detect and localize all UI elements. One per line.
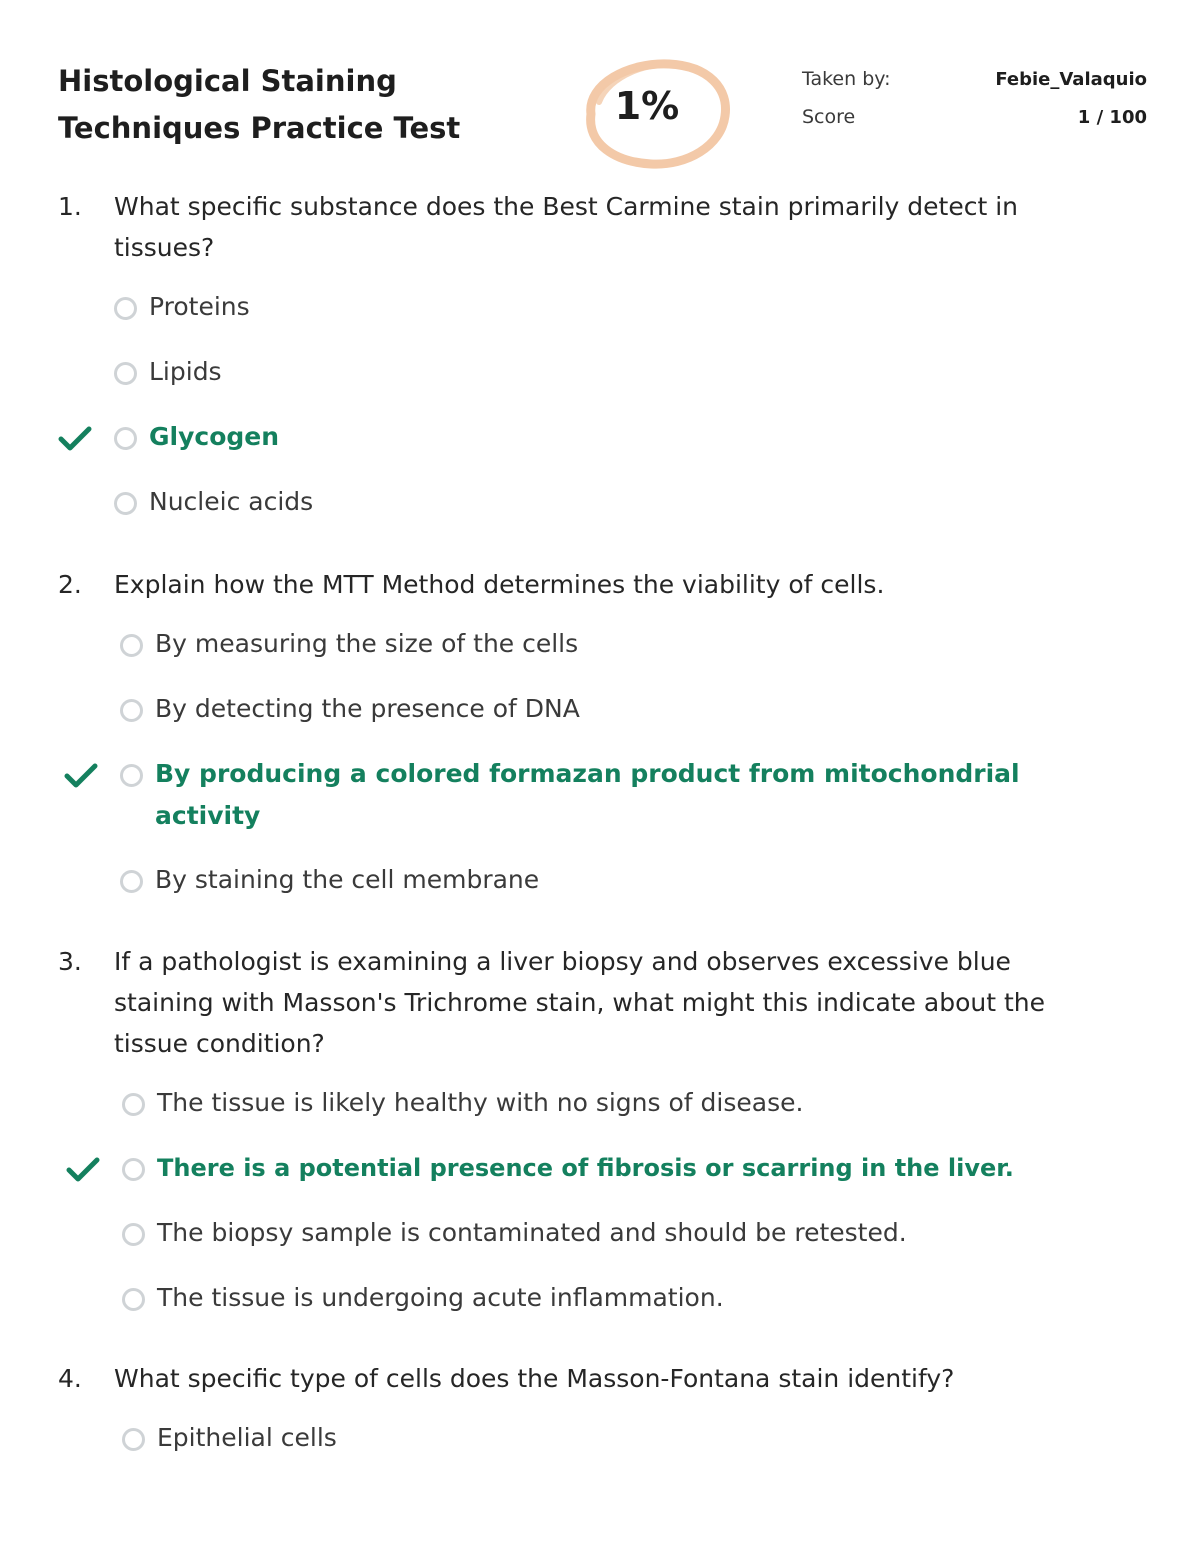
radio-icon[interactable] (114, 362, 137, 385)
radio-icon[interactable] (114, 492, 137, 515)
options-list (58, 288, 1118, 548)
radio-icon[interactable] (122, 1288, 145, 1311)
option-label: Lipids (149, 357, 222, 386)
option-label: Glycogen (149, 422, 280, 451)
option-lipids[interactable] (58, 353, 1118, 418)
option-label: Epithelial cells (157, 1423, 337, 1452)
taken-by-value: Febie_Valaquio (995, 68, 1147, 90)
title-line-1: Histological Staining (58, 64, 397, 98)
question-number: 1. (58, 192, 82, 221)
question-text: What specific substance does the Best Carmine stain primarily detect in tissues? (114, 192, 1019, 262)
question-header (58, 186, 1118, 268)
question-header (58, 564, 1118, 605)
option-contaminated[interactable] (66, 1214, 1118, 1279)
option-label: The biopsy sample is contaminated and should be retested. (157, 1218, 907, 1247)
question-number: 2. (58, 570, 82, 599)
option-glycogen[interactable] (58, 418, 1118, 483)
checkmark-icon (66, 1149, 122, 1190)
radio-icon[interactable] (122, 1158, 145, 1181)
checkmark-icon (58, 418, 114, 459)
option-label: By measuring the size of the cells (155, 629, 579, 658)
option-inflammation[interactable] (66, 1279, 1118, 1344)
option-label: Nucleic acids (149, 487, 314, 516)
question-2 (58, 564, 1118, 926)
title-line-2: Techniques Practice Test (58, 111, 461, 145)
option-label: By staining the cell membrane (155, 865, 540, 894)
score-value: 1 / 100 (1077, 106, 1147, 128)
option-formazan[interactable] (64, 755, 1118, 861)
options-list (58, 625, 1118, 926)
question-3 (58, 941, 1118, 1344)
question-4 (58, 1358, 1118, 1484)
radio-icon[interactable] (114, 297, 137, 320)
question-text: If a pathologist is examining a liver biopsy and observes excessive blue staining with Masson's Trichrome stain, what might this indicate about the tissue condition? (114, 947, 1045, 1058)
question-header (58, 1358, 1118, 1399)
options-list (58, 1419, 1118, 1484)
radio-icon[interactable] (120, 634, 143, 657)
score-row (802, 98, 1147, 136)
option-measuring-size[interactable] (64, 625, 1118, 690)
option-healthy[interactable] (66, 1084, 1118, 1149)
score-percent-badge (585, 56, 737, 172)
option-epithelial-cells[interactable] (66, 1419, 1118, 1484)
option-label: The tissue is undergoing acute inflammation. (157, 1283, 724, 1312)
radio-icon[interactable] (122, 1223, 145, 1246)
option-cell-membrane[interactable] (64, 861, 1118, 926)
option-label: There is a potential presence of fibrosis or scarring in the liver. (157, 1154, 1014, 1182)
question-1 (58, 186, 1118, 548)
test-meta (802, 60, 1147, 136)
score-label: Score (802, 106, 856, 128)
score-percent: 1% (614, 84, 680, 128)
question-number: 3. (58, 947, 82, 976)
option-label: The tissue is likely healthy with no signs of disease. (157, 1088, 804, 1117)
radio-icon[interactable] (122, 1428, 145, 1451)
page-title (58, 58, 528, 152)
option-proteins[interactable] (58, 288, 1118, 353)
options-list (58, 1084, 1118, 1344)
question-text: What specific type of cells does the Masson-Fontana stain identify? (114, 1364, 955, 1393)
radio-icon[interactable] (120, 764, 143, 787)
taken-by-row (802, 60, 1147, 98)
question-header (58, 941, 1118, 1064)
radio-icon[interactable] (114, 427, 137, 450)
option-detecting-dna[interactable] (64, 690, 1118, 755)
taken-by-label: Taken by: (802, 68, 891, 90)
radio-icon[interactable] (122, 1093, 145, 1116)
option-label: Proteins (149, 292, 250, 321)
question-text: Explain how the MTT Method determines the viability of cells. (114, 570, 885, 599)
option-fibrosis[interactable] (66, 1149, 1118, 1214)
option-label: By producing a colored formazan product from mitochondrial activity (155, 759, 1020, 830)
checkmark-icon (64, 755, 120, 796)
question-number: 4. (58, 1364, 82, 1393)
radio-icon[interactable] (120, 870, 143, 893)
radio-icon[interactable] (120, 699, 143, 722)
option-label: By detecting the presence of DNA (155, 694, 580, 723)
option-nucleic-acids[interactable] (58, 483, 1118, 548)
